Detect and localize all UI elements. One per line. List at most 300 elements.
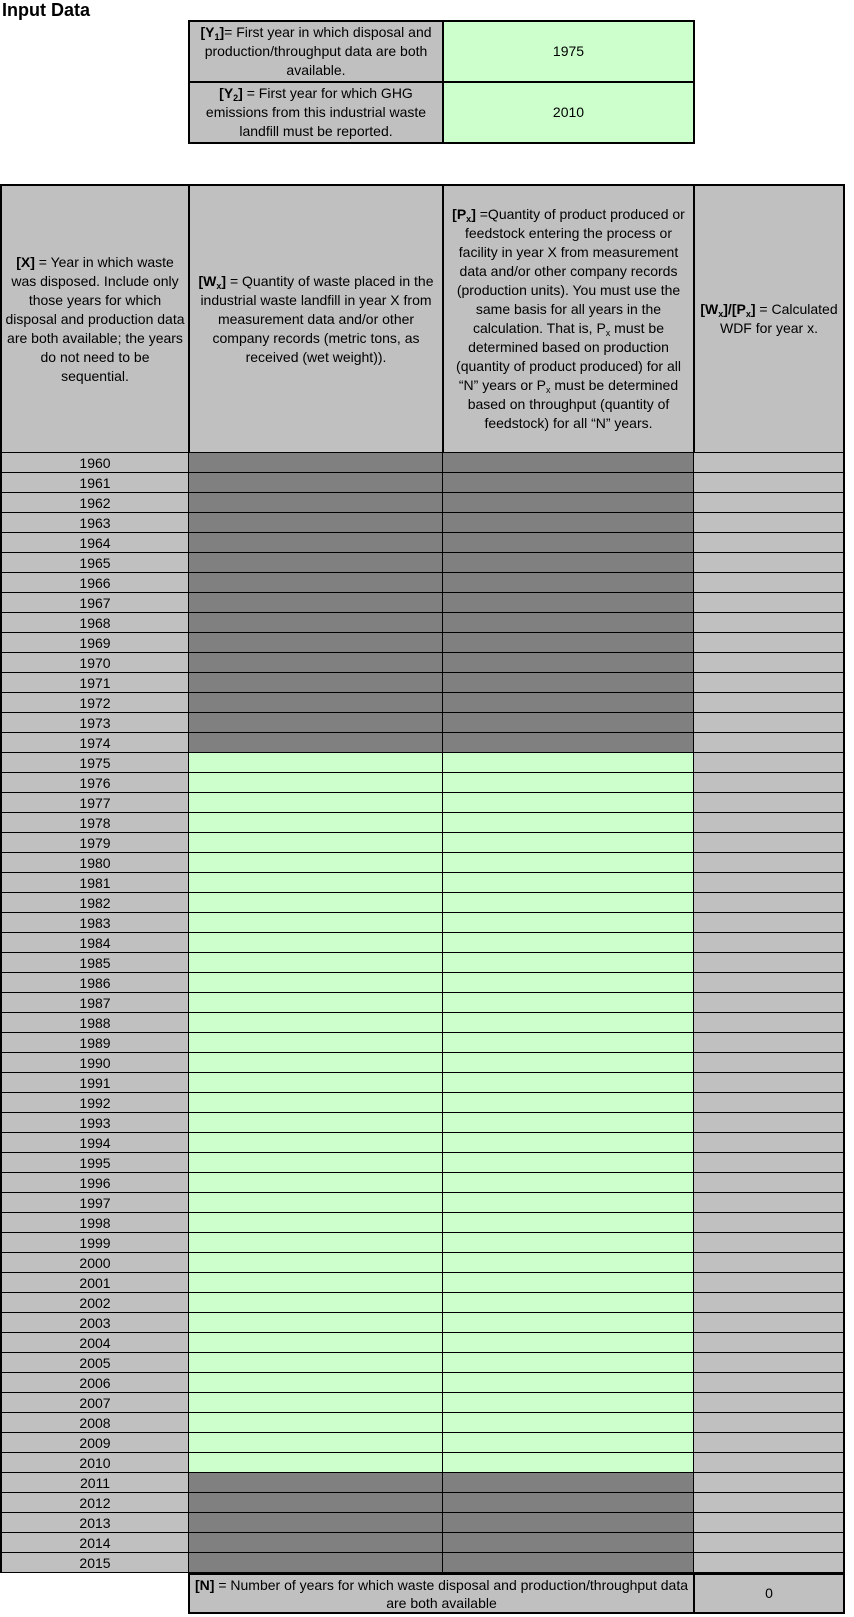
waste-quantity-input[interactable] <box>188 912 444 933</box>
wdf-calc-cell <box>693 1472 845 1493</box>
year-label: 1982 <box>79 894 111 911</box>
waste-quantity-input[interactable] <box>188 1412 444 1433</box>
wdf-calc-cell <box>693 552 845 573</box>
year-cell <box>0 872 190 893</box>
y1-value: 1975 <box>552 43 585 59</box>
product-quantity-input <box>442 712 695 733</box>
y2-sub: 2 <box>233 93 239 103</box>
year-label: 1986 <box>79 974 111 991</box>
product-quantity-input[interactable] <box>442 792 695 813</box>
year-label: 2006 <box>79 1374 111 1391</box>
wdf-calc-cell <box>693 512 845 533</box>
product-quantity-input[interactable] <box>442 1332 695 1353</box>
year-cell <box>0 1272 190 1293</box>
wdf-calc-cell <box>693 1332 845 1353</box>
wdf-calc-cell <box>693 1192 845 1213</box>
year-cell <box>0 832 190 853</box>
product-quantity-input[interactable] <box>442 1112 695 1133</box>
year-cell <box>0 732 190 753</box>
waste-quantity-input <box>188 552 444 573</box>
waste-quantity-input[interactable] <box>188 1292 444 1313</box>
product-quantity-input[interactable] <box>442 832 695 853</box>
waste-quantity-input[interactable] <box>188 832 444 853</box>
waste-quantity-input <box>188 592 444 613</box>
year-cell <box>0 1072 190 1093</box>
y2-input[interactable] <box>442 81 695 144</box>
waste-quantity-input <box>188 672 444 693</box>
year-cell <box>0 912 190 933</box>
product-quantity-input[interactable] <box>442 1312 695 1333</box>
year-label: 2015 <box>79 1554 111 1571</box>
product-quantity-input[interactable] <box>442 1072 695 1093</box>
year-cell <box>0 772 190 793</box>
year-label: 1971 <box>79 674 111 691</box>
wdf-calc-cell <box>693 592 845 613</box>
y1-text: = First year in which disposal and production/throughput data are both available. <box>204 24 432 78</box>
wdf-calc-cell <box>693 1552 845 1573</box>
year-cell <box>0 1052 190 1073</box>
year-cell <box>0 452 190 473</box>
product-quantity-input[interactable] <box>442 912 695 933</box>
year-label: 2001 <box>79 1274 111 1291</box>
year-label: 1966 <box>79 574 111 591</box>
waste-quantity-input[interactable] <box>188 1052 444 1073</box>
year-label: 1985 <box>79 954 111 971</box>
wdf-calc-cell <box>693 972 845 993</box>
year-label: 1987 <box>79 994 111 1011</box>
year-label: 1990 <box>79 1054 111 1071</box>
product-quantity-input <box>442 472 695 493</box>
year-cell <box>0 692 190 713</box>
year-label: 1998 <box>79 1214 111 1231</box>
product-quantity-input <box>442 1512 695 1533</box>
wdf-calc-cell <box>693 1212 845 1233</box>
year-label: 2013 <box>79 1514 111 1531</box>
waste-quantity-input <box>188 1492 444 1513</box>
year-cell <box>0 1012 190 1033</box>
y2-text: = First year for which GHG emissions from this industrial waste landfill must be reported. <box>205 85 427 139</box>
year-cell <box>0 512 190 533</box>
y2-label <box>188 81 444 144</box>
year-label: 1977 <box>79 794 111 811</box>
wdf-calc-cell <box>693 752 845 773</box>
waste-quantity-input[interactable] <box>188 1392 444 1413</box>
wdf-calc-cell <box>693 1272 845 1293</box>
waste-quantity-input[interactable] <box>188 1332 444 1353</box>
wdf-calc-cell <box>693 952 845 973</box>
waste-quantity-input <box>188 1552 444 1573</box>
waste-quantity-input[interactable] <box>188 1092 444 1113</box>
waste-quantity-input[interactable] <box>188 872 444 893</box>
waste-quantity-input <box>188 452 444 473</box>
header-w-tag: [W <box>198 272 217 289</box>
product-quantity-input[interactable] <box>442 1232 695 1253</box>
product-quantity-input[interactable] <box>442 1132 695 1153</box>
header-p-sub-a: x <box>605 328 611 338</box>
n-label <box>188 1573 695 1614</box>
y1-tag-end: ] <box>219 24 225 40</box>
product-quantity-input[interactable] <box>442 1412 695 1433</box>
year-cell <box>0 472 190 493</box>
y1-sub: 1 <box>214 32 220 42</box>
header-wdf-tag-c: ] <box>750 301 756 317</box>
year-label: 2000 <box>79 1254 111 1271</box>
wdf-calc-cell <box>693 1052 845 1073</box>
waste-quantity-input <box>188 532 444 553</box>
product-quantity-input <box>442 1552 695 1573</box>
waste-quantity-input[interactable] <box>188 1452 444 1473</box>
product-quantity-input[interactable] <box>442 992 695 1013</box>
year-label: 2011 <box>79 1474 111 1491</box>
year-cell <box>0 852 190 873</box>
header-p <box>442 184 695 454</box>
wdf-calc-cell <box>693 1352 845 1373</box>
product-quantity-input <box>442 452 695 473</box>
year-label: 2010 <box>79 1454 111 1471</box>
year-label: 1980 <box>79 854 111 871</box>
waste-quantity-input <box>188 712 444 733</box>
wdf-calc-cell <box>693 1252 845 1273</box>
product-quantity-input[interactable] <box>442 1192 695 1213</box>
product-quantity-input[interactable] <box>442 1452 695 1473</box>
wdf-calc-cell <box>693 912 845 933</box>
year-cell <box>0 1232 190 1253</box>
waste-quantity-input[interactable] <box>188 772 444 793</box>
year-label: 1989 <box>79 1034 111 1051</box>
product-quantity-input[interactable] <box>442 1372 695 1393</box>
year-label: 1962 <box>79 494 111 511</box>
year-cell <box>0 1512 190 1533</box>
product-quantity-input <box>442 652 695 673</box>
wdf-calc-cell <box>693 1412 845 1433</box>
waste-quantity-input <box>188 692 444 713</box>
wdf-calc-cell <box>693 692 845 713</box>
product-quantity-input[interactable] <box>442 892 695 913</box>
year-cell <box>0 532 190 553</box>
year-cell <box>0 1252 190 1273</box>
year-label: 1970 <box>79 654 111 671</box>
year-cell <box>0 972 190 993</box>
y2-tag: [Y <box>219 85 234 101</box>
wdf-calc-cell <box>693 1492 845 1513</box>
year-cell <box>0 672 190 693</box>
product-quantity-input[interactable] <box>442 1272 695 1293</box>
waste-quantity-input[interactable] <box>188 1352 444 1373</box>
product-quantity-input[interactable] <box>442 1392 695 1413</box>
wdf-calc-cell <box>693 1312 845 1333</box>
year-label: 2014 <box>79 1534 111 1551</box>
wdf-calc-cell <box>693 632 845 653</box>
wdf-calc-cell <box>693 732 845 753</box>
product-quantity-input <box>442 612 695 633</box>
year-cell <box>0 712 190 733</box>
wdf-calc-cell <box>693 1292 845 1313</box>
waste-quantity-input[interactable] <box>188 1012 444 1033</box>
waste-quantity-input[interactable] <box>188 1152 444 1173</box>
year-label: 2012 <box>79 1494 111 1511</box>
waste-quantity-input <box>188 572 444 593</box>
year-label: 1968 <box>79 614 111 631</box>
product-quantity-input <box>442 1472 695 1493</box>
header-p-text-a: =Quantity of product produced or feedstock entering the process or facility in year X from measurement data and/or other company records (production units). You must use the same basis for all years in the calculation. That is, P <box>456 206 685 336</box>
year-cell <box>0 1532 190 1553</box>
header-p-tag: [P <box>452 206 467 222</box>
header-x-text: = Year in which waste was disposed. Include only those years for which disposal and production data are both available; the years do not need to be sequential. <box>5 253 185 384</box>
wdf-calc-cell <box>693 832 845 853</box>
wdf-calc-cell <box>693 1512 845 1533</box>
wdf-calc-cell <box>693 1392 845 1413</box>
year-cell <box>0 932 190 953</box>
product-quantity-input[interactable] <box>442 1092 695 1113</box>
year-label: 2004 <box>79 1334 111 1351</box>
year-cell <box>0 1412 190 1433</box>
product-quantity-input[interactable] <box>442 1292 695 1313</box>
year-label: 1979 <box>79 834 111 851</box>
wdf-calc-cell <box>693 992 845 1013</box>
year-label: 1981 <box>79 874 111 891</box>
year-cell <box>0 492 190 513</box>
year-cell <box>0 1312 190 1333</box>
header-x-tag: [X] <box>16 253 35 270</box>
year-label: 1988 <box>79 1014 111 1031</box>
year-label: 1961 <box>79 474 111 491</box>
y1-tag: [Y <box>200 24 215 40</box>
product-quantity-input[interactable] <box>442 952 695 973</box>
year-label: 1994 <box>79 1134 111 1151</box>
waste-quantity-input[interactable] <box>188 932 444 953</box>
year-label: 1973 <box>79 714 111 731</box>
year-label: 1972 <box>79 694 111 711</box>
wdf-calc-cell <box>693 452 845 473</box>
year-cell <box>0 1492 190 1513</box>
year-label: 1997 <box>79 1194 111 1211</box>
n-value: 0 <box>765 1585 773 1601</box>
product-quantity-input <box>442 572 695 593</box>
wdf-calc-cell <box>693 572 845 593</box>
product-quantity-input[interactable] <box>442 1012 695 1033</box>
waste-quantity-input[interactable] <box>188 1372 444 1393</box>
year-label: 2008 <box>79 1414 111 1431</box>
year-cell <box>0 752 190 773</box>
year-label: 1963 <box>79 514 111 531</box>
waste-quantity-input[interactable] <box>188 1232 444 1253</box>
waste-quantity-input <box>188 1532 444 1553</box>
product-quantity-input <box>442 692 695 713</box>
wdf-calc-cell <box>693 672 845 693</box>
year-label: 1976 <box>79 774 111 791</box>
wdf-calc-cell <box>693 892 845 913</box>
wdf-calc-cell <box>693 472 845 493</box>
product-quantity-input[interactable] <box>442 1432 695 1453</box>
waste-quantity-input[interactable] <box>188 1112 444 1133</box>
year-cell <box>0 552 190 573</box>
year-label: 1983 <box>79 914 111 931</box>
waste-quantity-input[interactable] <box>188 1072 444 1093</box>
year-label: 2009 <box>79 1434 111 1451</box>
year-cell <box>0 572 190 593</box>
wdf-calc-cell <box>693 932 845 953</box>
product-quantity-input <box>442 532 695 553</box>
wdf-calc-cell <box>693 1112 845 1133</box>
year-label: 2005 <box>79 1354 111 1371</box>
year-cell <box>0 992 190 1013</box>
product-quantity-input[interactable] <box>442 972 695 993</box>
header-p-sub: x <box>466 214 472 224</box>
header-wdf <box>693 184 845 454</box>
wdf-calc-cell <box>693 532 845 553</box>
product-quantity-input <box>442 592 695 613</box>
waste-quantity-input[interactable] <box>188 752 444 773</box>
year-cell <box>0 812 190 833</box>
year-cell <box>0 1472 190 1493</box>
y2-value: 2010 <box>552 104 585 120</box>
year-label: 2002 <box>79 1294 111 1311</box>
header-w-tag-end: ] <box>221 272 227 289</box>
product-quantity-input <box>442 732 695 753</box>
wdf-calc-cell <box>693 1072 845 1093</box>
product-quantity-input <box>442 512 695 533</box>
year-cell <box>0 1332 190 1353</box>
product-quantity-input[interactable] <box>442 932 695 953</box>
wdf-calc-cell <box>693 712 845 733</box>
product-quantity-input[interactable] <box>442 772 695 793</box>
wdf-calc-cell <box>693 812 845 833</box>
header-x <box>0 184 190 454</box>
product-quantity-input[interactable] <box>442 1212 695 1233</box>
year-label: 1995 <box>79 1154 111 1171</box>
page-title: Input Data <box>2 0 90 20</box>
waste-quantity-input[interactable] <box>188 852 444 873</box>
waste-quantity-input[interactable] <box>188 1192 444 1213</box>
year-cell <box>0 1152 190 1173</box>
year-label: 1993 <box>79 1114 111 1131</box>
waste-quantity-input[interactable] <box>188 1272 444 1293</box>
year-cell <box>0 1032 190 1053</box>
header-w-sub: x <box>216 280 222 291</box>
year-cell <box>0 652 190 673</box>
product-quantity-input[interactable] <box>442 852 695 873</box>
waste-quantity-input[interactable] <box>188 952 444 973</box>
product-quantity-input[interactable] <box>442 752 695 773</box>
waste-quantity-input <box>188 472 444 493</box>
year-cell <box>0 632 190 653</box>
n-text: = Number of years for which waste disposal and production/throughput data are both available <box>214 1576 688 1611</box>
year-label: 1967 <box>79 594 111 611</box>
waste-quantity-input[interactable] <box>188 1172 444 1193</box>
year-cell <box>0 1212 190 1233</box>
product-quantity-input <box>442 1532 695 1553</box>
wdf-calc-cell <box>693 1012 845 1033</box>
year-label: 1984 <box>79 934 111 951</box>
year-label: 1999 <box>79 1234 111 1251</box>
product-quantity-input <box>442 1492 695 1513</box>
wdf-calc-cell <box>693 1232 845 1253</box>
waste-quantity-input[interactable] <box>188 792 444 813</box>
waste-quantity-input[interactable] <box>188 1252 444 1273</box>
wdf-calc-cell <box>693 852 845 873</box>
product-quantity-input[interactable] <box>442 1152 695 1173</box>
product-quantity-input <box>442 672 695 693</box>
year-cell <box>0 1172 190 1193</box>
year-label: 1975 <box>79 754 111 771</box>
product-quantity-input[interactable] <box>442 1352 695 1373</box>
header-p-text-b: must be determined based on production (quantity of product produced) for all “N” years or P <box>456 320 681 393</box>
year-label: 2003 <box>79 1314 111 1331</box>
wdf-calc-cell <box>693 612 845 633</box>
year-label: 1996 <box>79 1174 111 1191</box>
waste-quantity-input[interactable] <box>188 1032 444 1053</box>
header-wdf-tag-b: ]/[P <box>723 301 746 317</box>
year-label: 1960 <box>79 454 111 471</box>
waste-quantity-input[interactable] <box>188 972 444 993</box>
year-cell <box>0 1432 190 1453</box>
header-wdf-tag-a: [W <box>700 301 719 317</box>
year-cell <box>0 1552 190 1573</box>
waste-quantity-input[interactable] <box>188 1212 444 1233</box>
wdf-calc-cell <box>693 1372 845 1393</box>
waste-quantity-input <box>188 1512 444 1533</box>
product-quantity-input[interactable] <box>442 872 695 893</box>
product-quantity-input <box>442 492 695 513</box>
wdf-calc-cell <box>693 1152 845 1173</box>
product-quantity-input[interactable] <box>442 812 695 833</box>
year-cell <box>0 1392 190 1413</box>
year-cell <box>0 1452 190 1473</box>
n-tag: [N] <box>195 1576 215 1593</box>
year-label: 1974 <box>79 734 111 751</box>
waste-quantity-input[interactable] <box>188 892 444 913</box>
wdf-calc-cell <box>693 1532 845 1553</box>
waste-quantity-input[interactable] <box>188 1432 444 1453</box>
header-p-tag-end: ] <box>471 206 476 222</box>
year-cell <box>0 892 190 913</box>
year-cell <box>0 1372 190 1393</box>
year-label: 1969 <box>79 634 111 651</box>
product-quantity-input <box>442 552 695 573</box>
product-quantity-input[interactable] <box>442 1032 695 1053</box>
product-quantity-input[interactable] <box>442 1252 695 1273</box>
product-quantity-input[interactable] <box>442 1052 695 1073</box>
header-w <box>188 184 444 454</box>
wdf-calc-cell <box>693 1432 845 1453</box>
year-cell <box>0 592 190 613</box>
waste-quantity-input[interactable] <box>188 1312 444 1333</box>
header-wdf-sub-a: x <box>718 309 724 319</box>
waste-quantity-input <box>188 512 444 533</box>
waste-quantity-input <box>188 1472 444 1493</box>
waste-quantity-input <box>188 632 444 653</box>
year-cell <box>0 1132 190 1153</box>
waste-quantity-input[interactable] <box>188 992 444 1013</box>
header-p-text-c: must be determined based on throughput (quantity of feedstock) for all “N” years. <box>467 377 679 431</box>
header-p-sub-b: x <box>546 385 551 395</box>
waste-quantity-input[interactable] <box>188 812 444 833</box>
waste-quantity-input <box>188 652 444 673</box>
waste-quantity-input[interactable] <box>188 1132 444 1153</box>
year-label: 1965 <box>79 554 111 571</box>
year-label: 1991 <box>79 1074 111 1091</box>
y1-input[interactable] <box>442 20 695 83</box>
year-label: 2007 <box>79 1394 111 1411</box>
year-cell <box>0 1352 190 1373</box>
waste-quantity-input <box>188 732 444 753</box>
wdf-calc-cell <box>693 652 845 673</box>
product-quantity-input[interactable] <box>442 1172 695 1193</box>
year-cell <box>0 1092 190 1113</box>
year-label: 1964 <box>79 534 111 551</box>
wdf-calc-cell <box>693 772 845 793</box>
wdf-calc-cell <box>693 1172 845 1193</box>
